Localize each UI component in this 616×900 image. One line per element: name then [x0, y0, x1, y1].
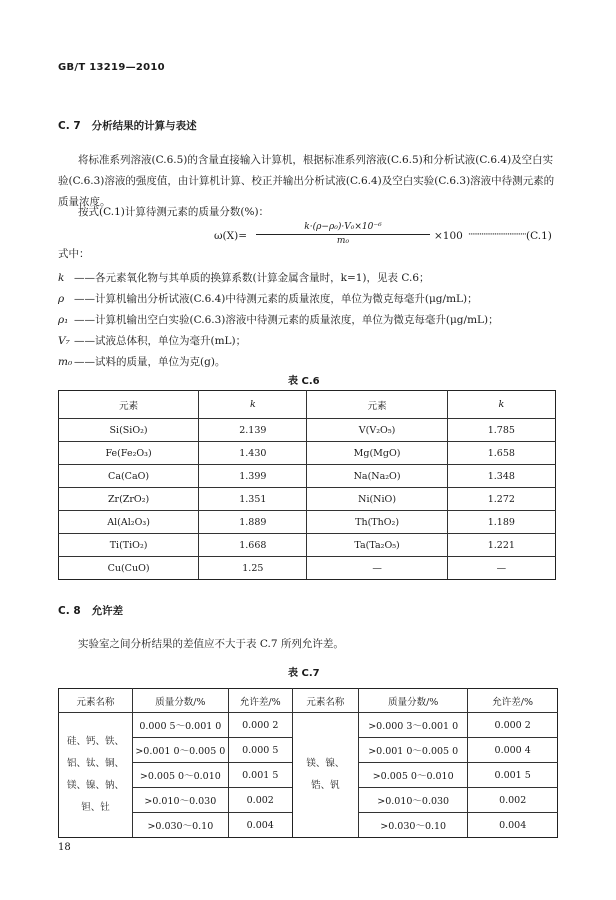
table-cell: 0.000 2 [468, 713, 558, 738]
table-cell: — [307, 557, 447, 580]
table-row [59, 488, 556, 511]
table-cell: 0.001 5 [468, 763, 558, 788]
table-cell: Zr(ZrO₂) [59, 488, 199, 511]
table-cell: 1.221 [447, 534, 555, 557]
document-header: GB/T 13219—2010 [58, 62, 165, 73]
table-cell: >0.001 0～0.005 0 [133, 738, 229, 763]
table-cell: 1.189 [447, 511, 555, 534]
column-header: 允许差/% [468, 689, 558, 713]
table-row [59, 419, 556, 442]
table-header-row [59, 689, 558, 713]
section-c7-number: C. 7 [58, 120, 81, 132]
table-cell: Ni(NiO) [307, 488, 447, 511]
table-cell: 0.001 5 [228, 763, 292, 788]
definition-symbol: V₇ [58, 335, 70, 347]
table-cell: 1.668 [199, 534, 307, 557]
table-cell: 1.25 [199, 557, 307, 580]
table-cell: 1.430 [199, 442, 307, 465]
table-cell: 0.000 2 [228, 713, 292, 738]
table-cell: 0.000 5 [228, 738, 292, 763]
formula-lhs: ω(X)= [214, 230, 248, 242]
formula-denominator: m₀ [336, 236, 350, 246]
definition-symbol: ρ [58, 293, 65, 305]
column-header: 允许差/% [228, 689, 292, 713]
definition-text: ——试液总体积，单位为毫升(mL)； [74, 335, 247, 347]
section-c7-title: 分析结果的计算与表述 [91, 120, 197, 132]
table-cell: Ca(CaO) [59, 465, 199, 488]
formula-fraction [256, 222, 430, 246]
formula-numerator: k·(ρ−ρ₀)·V₀×10⁻⁶ [256, 222, 430, 235]
definition-text: ——各元素氧化物与其单质的换算系数(计算金属含量时，k=1)，见表 C.6； [74, 272, 430, 284]
section-c7-heading [58, 118, 197, 133]
definition-text: ——试料的质量，单位为克(g)。 [74, 356, 226, 368]
definition-item [58, 352, 568, 373]
table-c6 [58, 390, 556, 580]
paragraph-formula-intro: 按式(C.1)计算待测元素的质量分数(%)： [78, 206, 270, 218]
column-header: 质量分数/% [359, 689, 468, 713]
definition-symbol: k [58, 272, 65, 284]
table-row [59, 713, 558, 738]
table-cell: Na(Na₂O) [307, 465, 447, 488]
table-cell: >0.005 0～0.010 [133, 763, 229, 788]
table-row [59, 534, 556, 557]
column-header: 元素名称 [292, 689, 358, 713]
section-c8-title: 允许差 [91, 605, 124, 617]
paragraph-calculation: 将标准系列溶液(C.6.5)的含量直接输入计算机，根据标准系列溶液(C.6.5)和分析试液(C.6.4)及空白实验(C.6.3)溶液的强度值，由计算机计算、校正并输出分析试液(C.6.4)及空白实验(C.6.3)溶液中待测元素的质量浓度。 [58, 154, 555, 208]
table-cell: 1.348 [447, 465, 555, 488]
table-cell: >0.005 0～0.010 [359, 763, 468, 788]
column-header: 元素名称 [59, 689, 133, 713]
element-group-left: 硅、钙、铁、铝、钛、铜、镁、镍、钠、钽、钍 [59, 713, 133, 838]
definition-symbol: m₀ [58, 356, 73, 368]
table-cell: 0.004 [228, 813, 292, 838]
table-cell: 1.351 [199, 488, 307, 511]
column-header: 质量分数/% [133, 689, 229, 713]
table-cell: Al(Al₂O₃) [59, 511, 199, 534]
definition-text: ——计算机输出分析试液(C.6.4)中待测元素的质量浓度，单位为微克每毫升(μg/mL)； [74, 293, 478, 305]
table-cell: >0.001 0～0.005 0 [359, 738, 468, 763]
table-cell: Fe(Fe₂O₃) [59, 442, 199, 465]
table-row [59, 511, 556, 534]
column-header: k [447, 391, 555, 419]
formula-leader-dots: ······························· [468, 230, 526, 240]
table-cell: 0.004 [468, 813, 558, 838]
definition-item [58, 289, 568, 310]
table-cell: Si(SiO₂) [59, 419, 199, 442]
formula-tail: ×100 [434, 230, 463, 242]
table-cell: V(V₂O₅) [307, 419, 447, 442]
table-c6-caption: 表 C.6 [288, 376, 320, 387]
table-cell: — [447, 557, 555, 580]
where-label: 式中： [58, 248, 90, 260]
table-cell: 0.002 [468, 788, 558, 813]
column-header: k [199, 391, 307, 419]
table-c7 [58, 688, 558, 838]
definition-symbol: ρ₁ [58, 314, 69, 326]
table-cell: Cu(CuO) [59, 557, 199, 580]
table-cell: 1.272 [447, 488, 555, 511]
table-cell: >0.030～0.10 [359, 813, 468, 838]
formula-label: (C.1) [526, 230, 552, 242]
table-cell: 0.000 4 [468, 738, 558, 763]
table-row [59, 465, 556, 488]
table-cell: 0.002 [228, 788, 292, 813]
definition-item [58, 331, 568, 352]
column-header: 元素 [307, 391, 447, 419]
table-cell: Ta(Ta₂O₅) [307, 534, 447, 557]
definition-item [58, 268, 568, 289]
table-header-row [59, 391, 556, 419]
table-cell: >0.000 3～0.001 0 [359, 713, 468, 738]
table-cell: Ti(TiO₂) [59, 534, 199, 557]
section-c8-heading [58, 603, 123, 618]
table-cell: Th(ThO₂) [307, 511, 447, 534]
table-cell: 1.658 [447, 442, 555, 465]
table-cell: 1.889 [199, 511, 307, 534]
table-row [59, 442, 556, 465]
table-cell: 1.399 [199, 465, 307, 488]
definition-item [58, 310, 568, 331]
definition-text: ——计算机输出空白实验(C.6.3)溶液中待测元素的质量浓度，单位为微克每毫升(μg/mL)； [74, 314, 499, 326]
page-number: 18 [58, 842, 71, 853]
element-group-right: 镁、镍、锆、钒 [292, 713, 358, 838]
table-row [59, 557, 556, 580]
table-cell: 2.139 [199, 419, 307, 442]
table-cell: 1.785 [447, 419, 555, 442]
table-cell: 0.000 5～0.001 0 [133, 713, 229, 738]
table-c7-caption: 表 C.7 [288, 668, 320, 679]
table-cell: >0.010～0.030 [359, 788, 468, 813]
paragraph-tolerance: 实验室之间分析结果的差值应不大于表 C.7 所列允许差。 [78, 638, 344, 650]
table-cell: >0.010～0.030 [133, 788, 229, 813]
table-cell: >0.030～0.10 [133, 813, 229, 838]
column-header: 元素 [59, 391, 199, 419]
section-c8-number: C. 8 [58, 605, 81, 617]
formula-c1 [214, 222, 564, 254]
definition-list [58, 268, 568, 373]
table-cell: Mg(MgO) [307, 442, 447, 465]
